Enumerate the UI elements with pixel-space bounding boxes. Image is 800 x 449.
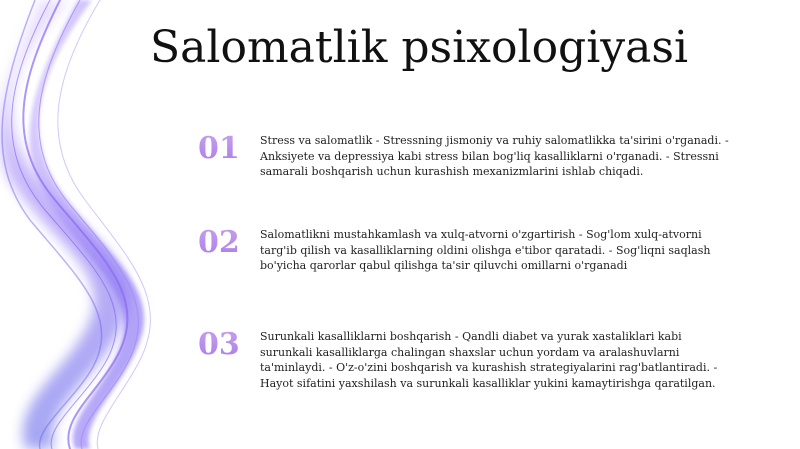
item-number: 02	[198, 225, 240, 260]
item-text: Salomatlikni mustahkamlash va xulq-atvorni o'zgartirish - Sog'lom xulq-atvorni targ'ib qilish va kasalliklarning oldini olishga e'tibor qaratadi. - Sog'liqni saqlash bo'yicha qarorlar qabul qilishga ta'sir qiluvchi omillarni o'rganadi	[260, 228, 711, 272]
slide-title: Salomatlik psixologiyasi	[150, 22, 689, 73]
item-text: Stress va salomatlik - Stressning jismoniy va ruhiy salomatlikka ta'sirini o'rganadi. - Anksiyete va depressiya kabi stress bilan bog'liq kasalliklarni o'rganadi. - Stressni samarali boshqarish uchun kurashish mexanizmlarini ishlab chiqadi.	[260, 134, 729, 178]
item-text: Surunkali kasalliklarni boshqarish - Qandli diabet va yurak xastaliklari kabi surunkali kasalliklarga chalingan shaxslar uchun yordam va aralashuvlarni ta'minlaydi. - O'z-o'zini boshqarish va kurashish strategiyalarini rag'batlantiradi. - Hayot sifatini yaxshilash va surunkali kasalliklar yukini kamaytirishga qaratilgan.	[260, 330, 718, 390]
item-number: 03	[198, 327, 240, 362]
item-number: 01	[198, 131, 240, 166]
